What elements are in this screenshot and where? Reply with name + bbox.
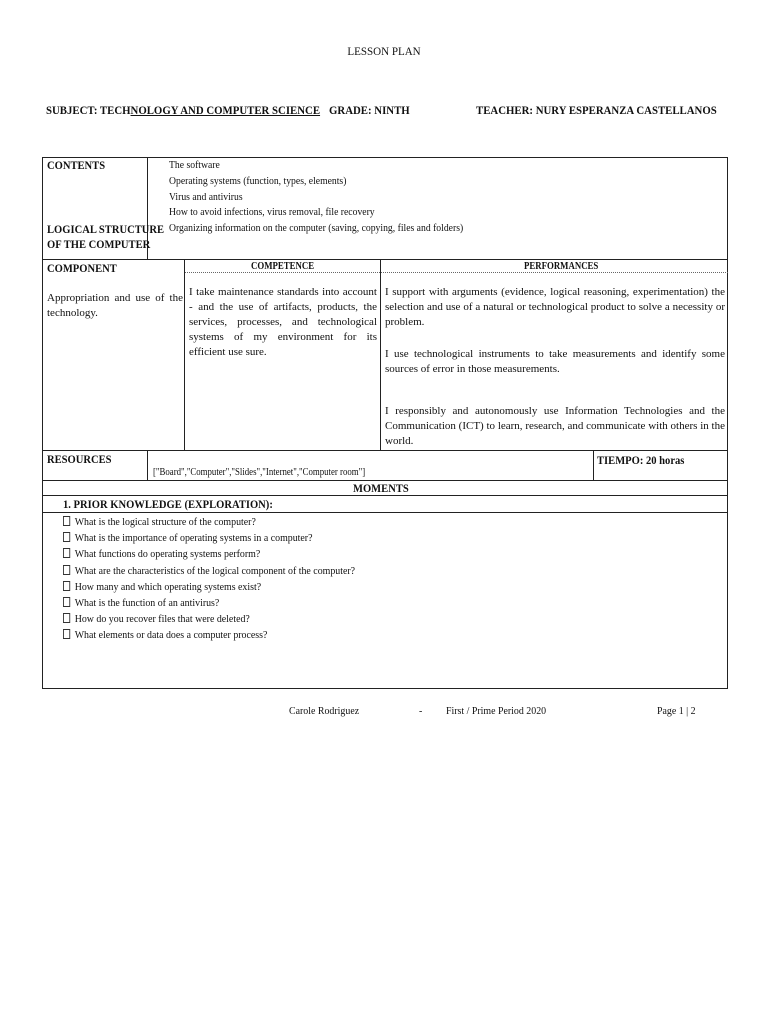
checkbox-bullet-icon (63, 516, 70, 526)
row-divider (42, 512, 728, 513)
moments-label: MOMENTS (353, 481, 409, 495)
row-divider (42, 259, 728, 260)
footer-author: Carole Rodriguez (289, 705, 360, 717)
grade-label: GRADE: NINTH (329, 103, 410, 117)
question-item: What elements or data does a computer process? (63, 627, 355, 643)
performance-item: I support with arguments (evidence, logical reasoning, experimentation) the selection and use of a natural or technological product to solve a necessity or problem. (385, 286, 725, 328)
teacher-label: TEACHER: NURY ESPERANZA CASTELLANOS (476, 103, 717, 117)
competence-text: I take maintenance standards into account - and the use of artifacts, products, the services, processes, and technological systems of my environment for its efficient use sure. (189, 286, 377, 358)
component-label: COMPONENT (47, 261, 117, 275)
footer-period: First / Prime Period 2020 (446, 705, 547, 717)
footer-page-number: Page 1 | 2 (657, 705, 696, 717)
question-item: What functions do operating systems perform? (63, 546, 355, 562)
checkbox-bullet-icon (63, 532, 70, 542)
col-divider (147, 450, 148, 480)
checkbox-bullet-icon (63, 565, 70, 575)
performance-item: I use technological instruments to take measurements and identify some sources of error in those measurements. (385, 348, 725, 375)
component-text: Appropriation and use of the technology. (47, 292, 183, 319)
checkbox-bullet-icon (63, 629, 70, 639)
question-item: How many and which operating systems exist? (63, 579, 355, 595)
footer-separator: - (419, 705, 423, 717)
document-title: LESSON PLAN (347, 44, 421, 58)
contents-item: Virus and antivirus (169, 191, 243, 203)
question-item: What is the importance of operating systems in a computer? (63, 530, 355, 546)
checkbox-bullet-icon (63, 613, 70, 623)
checkbox-bullet-icon (63, 581, 70, 591)
performances-header: PERFORMANCES (524, 261, 599, 272)
contents-item: Organizing information on the computer (saving, copying, files and folders) (169, 222, 464, 234)
question-item: What are the characteristics of the logical component of the computer? (63, 563, 355, 579)
time-label: TIEMPO: 20 horas (597, 453, 685, 467)
subject-prefix: SUBJECT: TECH (46, 103, 131, 117)
logical-structure-label: LOGICAL STRUCTURE (47, 222, 165, 236)
subject-name: NOLOGY AND COMPUTER SCIENCE (130, 103, 321, 117)
contents-item: Operating systems (function, types, elements) (169, 175, 347, 187)
col-divider (593, 450, 594, 480)
performance-item: I responsibly and autonomously use Information Technologies and the Communication (ICT) to learn, research, and communicate with others in the world. (385, 405, 725, 447)
competence-header: COMPETENCE (251, 261, 315, 272)
questions-list (63, 514, 388, 644)
question-item: How do you recover files that were deleted? (63, 611, 355, 627)
checkbox-bullet-icon (63, 548, 70, 558)
subject-label (46, 103, 320, 118)
question-item: What is the logical structure of the computer? (63, 514, 355, 530)
contents-item: How to avoid infections, virus removal, file recovery (169, 206, 375, 218)
contents-label: CONTENTS (47, 158, 106, 172)
logical-structure-label-cont: OF THE COMPUTER (47, 237, 151, 251)
col-divider (380, 259, 381, 450)
resources-label: RESOURCES (47, 452, 112, 466)
section-title: 1. PRIOR KNOWLEDGE (EXPLORATION): (63, 497, 273, 511)
contents-item: The software (169, 159, 220, 171)
resources-list: ["Board","Computer","Slides","Internet","Computer room"] (153, 467, 366, 478)
row-divider (42, 450, 728, 451)
question-item: What is the function of an antivirus? (63, 595, 355, 611)
col-divider (184, 259, 185, 450)
checkbox-bullet-icon (63, 597, 70, 607)
